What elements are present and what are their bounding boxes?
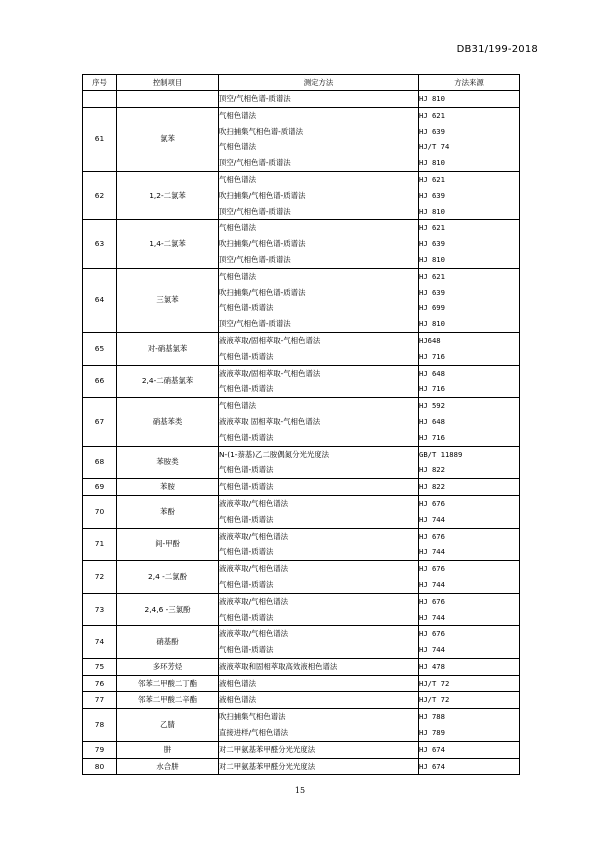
method-line: 气相色谱法	[219, 142, 256, 152]
control-item: 间-甲酚	[117, 528, 219, 561]
method-cell	[219, 593, 419, 626]
method-line: 顶空/气相色谱-质谱法	[219, 158, 291, 168]
row-number: 66	[83, 365, 117, 398]
control-item: 苯酚	[117, 495, 219, 528]
table-row	[83, 626, 520, 659]
method-cell	[219, 479, 419, 496]
method-cell	[219, 692, 419, 709]
method-line: 液液萃取/气相色谱法	[219, 629, 289, 639]
source-cell	[419, 692, 520, 709]
source-line: HJ 716	[419, 432, 445, 442]
method-line: 液液萃取/气相色谱法	[219, 596, 289, 606]
row-number: 70	[83, 495, 117, 528]
method-line: N-(1-萘基)乙二胺偶氮分光光度法	[219, 449, 330, 459]
source-line: HJ 810	[419, 206, 445, 216]
source-cell	[419, 220, 520, 268]
source-line: HJ 822	[419, 482, 445, 492]
table-row	[83, 675, 520, 692]
method-cell	[219, 495, 419, 528]
table-row	[83, 741, 520, 758]
control-item: 2,4 -二氯酚	[117, 561, 219, 594]
method-line: 吹扫捕集气相色谱法	[219, 712, 286, 722]
control-item: 肼	[117, 741, 219, 758]
table-row	[83, 107, 520, 171]
control-item	[117, 91, 219, 108]
source-line: HJ 744	[419, 547, 445, 557]
source-cell	[419, 709, 520, 742]
source-cell	[419, 495, 520, 528]
source-line: HJ 716	[419, 384, 445, 394]
source-cell	[419, 107, 520, 171]
method-cell	[219, 91, 419, 108]
source-line: HJ/T 72	[419, 695, 450, 705]
source-cell	[419, 758, 520, 775]
source-line: HJ 676	[419, 531, 445, 541]
method-line: 液液萃取/气相色谱法	[219, 498, 289, 508]
control-item: 苯胺	[117, 479, 219, 496]
document-id: DB31/199-2018	[456, 44, 538, 55]
source-cell	[419, 626, 520, 659]
source-line: HJ 716	[419, 351, 445, 361]
row-number: 73	[83, 593, 117, 626]
source-cell	[419, 268, 520, 332]
control-item: 邻苯二甲酸二丁酯	[117, 675, 219, 692]
method-line: 吹扫捕集/气相色谱-质谱法	[219, 190, 306, 200]
method-line: 液液萃取 固相萃取-气相色谱法	[219, 416, 321, 426]
column-header-source: 方法来源	[419, 75, 520, 91]
source-cell	[419, 528, 520, 561]
row-number: 63	[83, 220, 117, 268]
table-header-row	[83, 75, 520, 91]
source-line: HJ 478	[419, 661, 445, 671]
source-line: HJ 810	[419, 94, 445, 103]
methods-table	[82, 74, 520, 775]
method-line: 气相色谱-质谱法	[219, 465, 274, 475]
control-item: 1,2-二氯苯	[117, 171, 219, 219]
method-line: 气相色谱法	[219, 174, 256, 184]
method-line: 顶空/气相色谱-质谱法	[219, 254, 291, 264]
method-cell	[219, 658, 419, 675]
method-cell	[219, 561, 419, 594]
method-cell	[219, 365, 419, 398]
source-line: HJ 639	[419, 190, 445, 200]
source-line: HJ 648	[419, 416, 445, 426]
row-number: 67	[83, 398, 117, 446]
method-cell	[219, 675, 419, 692]
table-row	[83, 365, 520, 398]
source-line: HJ 676	[419, 596, 445, 606]
source-cell	[419, 91, 520, 108]
source-line: HJ 744	[419, 612, 445, 622]
method-line: 气相色谱法	[219, 223, 256, 233]
method-line: 气相色谱-质谱法	[219, 384, 274, 394]
source-cell	[419, 171, 520, 219]
table-row	[83, 709, 520, 742]
method-line: 直接进样/气相色谱法	[219, 728, 289, 738]
source-line: HJ 621	[419, 271, 445, 281]
source-line: HJ 744	[419, 645, 445, 655]
table-row	[83, 561, 520, 594]
row-number	[83, 91, 117, 108]
source-line: HJ 639	[419, 287, 445, 297]
table-row	[83, 171, 520, 219]
method-line: 液液萃取/气相色谱法	[219, 531, 289, 541]
control-item: 苯胺类	[117, 446, 219, 479]
method-cell	[219, 107, 419, 171]
row-number: 79	[83, 741, 117, 758]
method-line: 液相色谱法	[219, 695, 256, 705]
source-line: HJ 744	[419, 514, 445, 524]
method-line: 液液萃取/固相萃取-气相色谱法	[219, 368, 321, 378]
table-row	[83, 268, 520, 332]
row-number: 72	[83, 561, 117, 594]
control-item: 邻苯二甲酸二辛酯	[117, 692, 219, 709]
method-cell	[219, 446, 419, 479]
method-line: 气相色谱-质谱法	[219, 514, 274, 524]
method-cell	[219, 709, 419, 742]
table-body	[83, 91, 520, 775]
row-number: 65	[83, 332, 117, 365]
method-line: 液液萃取/气相色谱法	[219, 564, 289, 574]
source-line: HJ 621	[419, 174, 445, 184]
method-line: 吹扫捕集/气相色谱-质谱法	[219, 287, 306, 297]
source-cell	[419, 398, 520, 446]
method-cell	[219, 626, 419, 659]
method-line: 顶空/气相色谱-质谱法	[219, 319, 291, 329]
source-line: HJ 639	[419, 126, 445, 136]
control-item: 2,4-二硝基氯苯	[117, 365, 219, 398]
source-line: HJ 648	[419, 368, 445, 378]
source-line: HJ 676	[419, 629, 445, 639]
method-cell	[219, 220, 419, 268]
method-line: 吹扫捕集/气相色谱-质谱法	[219, 239, 306, 249]
source-line: HJ/T 72	[419, 678, 450, 688]
table-row	[83, 446, 520, 479]
source-line: HJ 699	[419, 303, 445, 313]
column-header-method: 测定方法	[219, 75, 419, 91]
row-number: 69	[83, 479, 117, 496]
source-cell	[419, 561, 520, 594]
method-line: 对二甲氨基苯甲醛分光光度法	[219, 761, 316, 771]
table-row	[83, 593, 520, 626]
source-cell	[419, 332, 520, 365]
method-line: 顶空/气相色谱-质谱法	[219, 206, 291, 216]
source-line: HJ 621	[419, 223, 445, 233]
table-row	[83, 398, 520, 446]
source-line: HJ/T 74	[419, 142, 450, 152]
table-row	[83, 692, 520, 709]
method-line: 气相色谱法	[219, 271, 256, 281]
source-line: HJ 788	[419, 712, 445, 722]
column-header-item: 控制项目	[117, 75, 219, 91]
row-number: 61	[83, 107, 117, 171]
source-line: HJ 822	[419, 465, 445, 475]
method-line: 液相色谱法	[219, 678, 256, 688]
method-cell	[219, 268, 419, 332]
source-line: HJ648	[419, 335, 441, 345]
source-line: HJ 621	[419, 110, 445, 120]
control-item: 三氯苯	[117, 268, 219, 332]
control-item: 氯苯	[117, 107, 219, 171]
method-cell	[219, 398, 419, 446]
table-row	[83, 758, 520, 775]
method-cell	[219, 332, 419, 365]
method-cell	[219, 528, 419, 561]
table-row	[83, 332, 520, 365]
source-line: HJ 592	[419, 401, 445, 411]
source-cell	[419, 365, 520, 398]
method-line: 气相色谱-质谱法	[219, 547, 274, 557]
row-number: 62	[83, 171, 117, 219]
row-number: 80	[83, 758, 117, 775]
page-number: 15	[294, 786, 306, 795]
table-row	[83, 495, 520, 528]
method-line: 气相色谱-质谱法	[219, 579, 274, 589]
table-row	[83, 479, 520, 496]
control-item: 2,4,6 -三氯酚	[117, 593, 219, 626]
method-line: 气相色谱法	[219, 401, 256, 411]
method-line: 对二甲氨基苯甲醛分光光度法	[219, 744, 316, 754]
method-line: 液液萃取和固相萃取高效液相色谱法	[219, 661, 338, 671]
method-line: 气相色谱法	[219, 110, 256, 120]
source-cell	[419, 658, 520, 675]
source-line: HJ 810	[419, 254, 445, 264]
source-cell	[419, 446, 520, 479]
table-row	[83, 658, 520, 675]
source-cell	[419, 741, 520, 758]
method-cell	[219, 741, 419, 758]
method-line: 顶空/气相色谱-质谱法	[219, 94, 291, 103]
control-item: 乙腈	[117, 709, 219, 742]
row-number: 68	[83, 446, 117, 479]
row-number: 77	[83, 692, 117, 709]
source-cell	[419, 675, 520, 692]
method-line: 气相色谱-质谱法	[219, 432, 274, 442]
source-line: HJ 676	[419, 564, 445, 574]
source-cell	[419, 479, 520, 496]
source-line: HJ 810	[419, 319, 445, 329]
method-line: 气相色谱-质谱法	[219, 612, 274, 622]
control-item: 硝基苯类	[117, 398, 219, 446]
row-number: 76	[83, 675, 117, 692]
row-number: 78	[83, 709, 117, 742]
table-row	[83, 91, 520, 108]
source-line: HJ 810	[419, 158, 445, 168]
source-line: HJ 744	[419, 579, 445, 589]
control-item: 1,4-二氯苯	[117, 220, 219, 268]
method-line: 液液萃取/固相萃取-气相色谱法	[219, 335, 321, 345]
row-number: 74	[83, 626, 117, 659]
row-number: 64	[83, 268, 117, 332]
table-row	[83, 220, 520, 268]
source-line: HJ 639	[419, 239, 445, 249]
method-line: 气相色谱-质谱法	[219, 482, 274, 492]
control-item: 对-硝基氯苯	[117, 332, 219, 365]
method-cell	[219, 758, 419, 775]
row-number: 71	[83, 528, 117, 561]
method-cell	[219, 171, 419, 219]
source-line: HJ 674	[419, 761, 445, 771]
column-header-no: 序号	[83, 75, 117, 91]
method-line: 气相色谱-质谱法	[219, 645, 274, 655]
row-number: 75	[83, 658, 117, 675]
source-line: HJ 674	[419, 744, 445, 754]
control-item: 多环芳烃	[117, 658, 219, 675]
source-line: HJ 676	[419, 498, 445, 508]
method-line: 气相色谱-质谱法	[219, 303, 274, 313]
method-line: 气相色谱-质谱法	[219, 351, 274, 361]
source-line: GB/T 11889	[419, 449, 463, 459]
control-item: 水合肼	[117, 758, 219, 775]
control-item: 硝基酚	[117, 626, 219, 659]
table-row	[83, 528, 520, 561]
source-cell	[419, 593, 520, 626]
source-line: HJ 789	[419, 728, 445, 738]
method-line: 吹扫捕集气相色谱-质谱法	[219, 126, 303, 136]
